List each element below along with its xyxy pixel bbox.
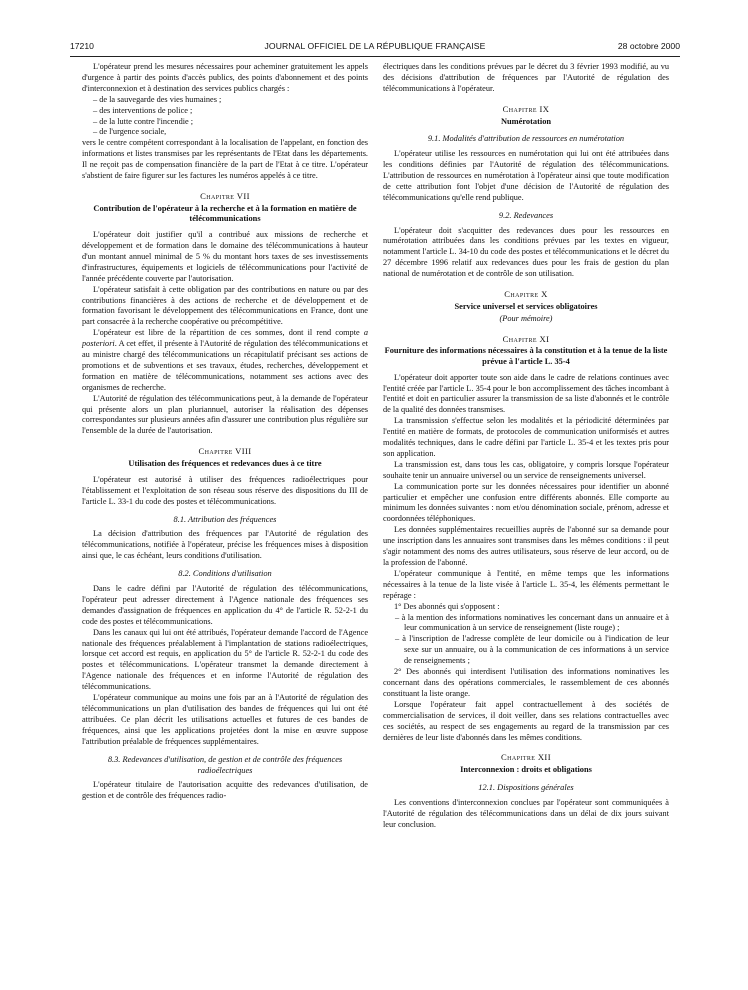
paragraph: La décision d'attribution des fréquences par l'Autorité de régulation des télécommunications, notifiée à l'opérateur, précise les fréquences mises à disposition ainsi que, le cas échéant, leurs conditions d'utilisation. xyxy=(82,529,368,561)
paragraph: vers le centre compétent correspondant à la localisation de l'appelant, en fonction des informations et listes transmises par les représentants de l'Etat dans les départements. Il ne reçoit pas de compensation financière de la part de l'Etat à ce titre. L'opérateur s'abstient de faire figurer sur les factures les numéros appelés à ce titre. xyxy=(82,138,368,181)
section-heading: 12.1. Dispositions générales xyxy=(478,782,574,792)
left-column xyxy=(82,62,368,802)
section-heading: 8.1. Attribution des fréquences xyxy=(173,514,277,524)
section-heading: 8.3. Redevances d'utilisation, de gestion et de contrôle des fréquences radioélectriques xyxy=(107,754,343,775)
paragraph: Dans le cadre défini par l'Autorité de régulation des télécommunications, l'opérateur peut adresser directement à l'Agence nationale des fréquences ses demandes d'assignation de fréquences en application du 4° de l'article R. 52-2-1 du code des postes et télécommunications. xyxy=(82,584,368,626)
paragraph: L'opérateur doit apporter toute son aide dans le cadre de relations continues avec l'entité créée par l'article L. 35-4 pour le bon accomplissement des tâches incombant à l'entité et doit en particulier assurer la transmission de sa liste d'abonnés et le contrôle de la qualité des données transmises. xyxy=(383,372,669,415)
section-heading: 9.2. Redevances xyxy=(498,210,554,220)
paragraph: électriques dans les conditions prévues par le décret du 3 février 1993 modifié, au vu des décisions d'attribution de fréquences par l'Autorité de régulation des télécommunications à l'opérateur. xyxy=(383,62,669,93)
page-header xyxy=(70,40,680,57)
chapter-label: Chapitre IX xyxy=(502,103,550,114)
paragraph: La transmission s'effectue selon les modalités et la périodicité déterminées par l'entité en matière de formats, de protocoles de communication uniformisés et autres modalités techniques, dans le cadre défini par l'article L. 35-4 et les textes pris pour son application. xyxy=(383,416,669,458)
chapter-label: Chapitre VIII xyxy=(198,446,252,457)
section-heading: 8.2. Conditions d'utilisation xyxy=(178,569,272,579)
paragraph: L'Autorité de régulation des télécommunications peut, à la demande de l'opérateur qui présente alors un plan pluriannuel, autoriser la réalisation des dépenses correspondantes sur plusieurs années afin d'assurer une contribution plus régulière sur l'ensemble de la durée de l'autorisation. xyxy=(82,393,368,436)
list-item: – des interventions de police ; xyxy=(93,105,193,115)
paragraph: L'opérateur doit justifier qu'il a contribué aux missions de recherche et développement et de formation dans le domaine des télécommunications à hauteur d'un montant annuel minimal de 5 % du montant hors taxes de ses investissements d'infrastructures, équipements et logiciels de télécommunications pour l'activité de l'année précédente couverte par l'autorisation. xyxy=(82,230,368,283)
paragraph: Les conventions d'interconnexion conclues par l'opérateur sont communiquées à l'Autorité de régulation des télécommunications dans un délai de dix jours suivant leur conclusion. xyxy=(383,797,669,829)
paragraph: Dans les canaux qui lui ont été attribués, l'opérateur demande l'accord de l'Agence nationale des fréquences préalablement à l'implantation de stations radioélectriques, lorsque cet accord est requis, en application du 5° de l'article R. 52-2-1 du code des postes et télécommunications. L'opérateur transmet la demande directement à l'Agence nationale des fréquences et en informe l'Autorité de régulation des télécommunications. xyxy=(82,627,368,692)
chapter-label: Chapitre X xyxy=(504,289,548,300)
paragraph: L'opérateur est libre de la répartition de ces sommes, dont il rend compte a posteriori. A cet effet, il présente à l'Autorité de régulation des télécommunications et au ministre chargé des télécommunications un récapitulatif précisant ses actions de promotions et de subventions et ses travaux, études, recherches, développement et formation en matière de télécommunications, notamment ses actions avec des organismes de recherche. xyxy=(82,328,368,392)
paragraph: L'opérateur doit s'acquitter des redevances dues pour les ressources en numérotation attribuées dans les conditions prévues par les textes en vigueur, notamment l'article L. 34-10 du code des postes et télécommunications et le décret du 27 décembre 1996 relatif aux redevances dues pour les frais de gestion du plan national de numérotation et de contrôle de son utilisation. xyxy=(383,225,669,279)
page-number: 17210 xyxy=(70,41,94,51)
journal-title: JOURNAL OFFICIEL DE LA RÉPUBLIQUE FRANÇAISE xyxy=(264,41,486,51)
paragraph: L'opérateur prend les mesures nécessaires pour acheminer gratuitement les appels d'urgence à partir des points d'accès publics, des points d'abonnement et des points d'interconnexion et à destination des services publics chargés : xyxy=(82,62,368,93)
paragraph: Les données supplémentaires recueillies auprès de l'abonné sur sa demande pour une inscription dans les annuaires sont transmises dans les mêmes conditions : il peut s'agir notamment des noms des autres utilisateurs, sous réserve de leur accord, ou de la profession de l'abonné. xyxy=(383,525,669,567)
paragraph: La communication porte sur les données nécessaires pour identifier un abonné particulier et empêcher une confusion entre différents abonnés. Elle comporte au minimum les données suivantes : nom et/ou dénomination sociale, prénom, adresse et coordonnées téléphoniques. xyxy=(383,481,669,524)
chapter-title: Fourniture des informations nécessaires à la constitution et à la tenue de la liste prévue à l'article L. 35-4 xyxy=(384,346,668,366)
chapter-title: Interconnexion : droits et obligations xyxy=(460,765,592,775)
paragraph: L'opérateur est autorisé à utiliser des fréquences radioélectriques pour l'établissement et l'exploitation de son réseau sous réserve des dispositions du III de l'article L. 33-1 du code des postes et télécommunications. xyxy=(82,474,368,506)
paragraph: L'opérateur satisfait à cette obligation par des contributions en nature ou par des contributions financières à des actions de recherche et de développement et de formation favorisant le développement des télécommunications en France, dont une part consacrée à la recherche coopérative ou précompétitive. xyxy=(82,284,368,327)
right-column xyxy=(383,62,669,831)
chapter-note: (Pour mémoire) xyxy=(499,313,553,323)
chapter-label: Chapitre XII xyxy=(501,752,551,763)
chapter-title: Numérotation xyxy=(500,116,552,126)
list-item: – de la lutte contre l'incendie ; xyxy=(93,116,194,126)
paragraph: L'opérateur communique au moins une fois par an à l'Autorité de régulation des télécommunications un plan d'utilisation des bandes de fréquences qui lui ont été attribuées. Ce plan décrit les utilisations actuelles et futures de ces bandes de fréquences, ainsi que les applications projetées dont la mise en œuvre suppose l'attribution préalable de fréquences supplémentaires. xyxy=(82,693,368,746)
paragraph: La transmission est, dans tous les cas, obligatoire, y compris lorsque l'opérateur souhaite tenir un annuaire universel ou un service de renseignements universel. xyxy=(383,459,669,480)
paragraph: L'opérateur titulaire de l'autorisation acquitte des redevances d'utilisation, de gestion et de contrôle des fréquences radio- xyxy=(82,780,368,801)
list-item: – de la sauvegarde des vies humaines ; xyxy=(93,94,222,104)
list-item: – de l'urgence sociale, xyxy=(93,127,167,137)
list-item: – à l'inscription de l'adresse complète de leur domicile ou à l'indication de leur sexe sur un annuaire, ou à la communication de ces informations à un service de renseignements ; xyxy=(395,634,669,666)
paragraph: 2° Des abonnés qui interdisent l'utilisation des informations nominatives les concernant dans des opérations commerciales, le rassemblement de ces abonnés constituant la liste orange. xyxy=(383,667,669,698)
paragraph: L'opérateur utilise les ressources en numérotation qui lui ont été attribuées dans les conditions définies par l'Autorité de régulation des télécommunications. L'attribution de ressources en numérotation à l'opérateur ainsi que toute modification de cette attribution font l'objet d'une décision de l'Autorité de régulation des télécommunications qu'elle rend publique. xyxy=(383,149,669,202)
chapter-title: Contribution de l'opérateur à la recherche et à la formation en matière de télécommunications xyxy=(93,203,357,224)
publication-date: 28 octobre 2000 xyxy=(617,41,680,51)
chapter-label: Chapitre XI xyxy=(502,333,550,344)
chapter-title: Utilisation des fréquences et redevances dues à ce titre xyxy=(128,459,322,469)
list-item: – à la mention des informations nominatives les concernant dans un annuaire et à leur communication à un service de renseignement (liste rouge) ; xyxy=(395,612,669,633)
section-heading: 9.1. Modalités d'attribution de ressources en numérotation xyxy=(427,134,625,144)
paragraph: L'opérateur communique à l'entité, en même temps que les informations nécessaires à la tenue de la liste visée à l'article L. 35-4, les éléments permettant le repérage : xyxy=(383,568,669,600)
paragraph: Lorsque l'opérateur fait appel contractuellement à des sociétés de commercialisation de services, il doit veiller, dans ses relations contractuelles avec ces sociétés, au respect de ses engagements au regard de la transmission par ces dernières de leur liste d'abonnés dans les mêmes conditions. xyxy=(383,699,669,742)
chapter-title: Service universel et services obligatoires xyxy=(454,302,598,311)
paragraph: 1° Des abonnés qui s'opposent : xyxy=(394,601,500,611)
chapter-label: Chapitre VII xyxy=(200,190,250,201)
